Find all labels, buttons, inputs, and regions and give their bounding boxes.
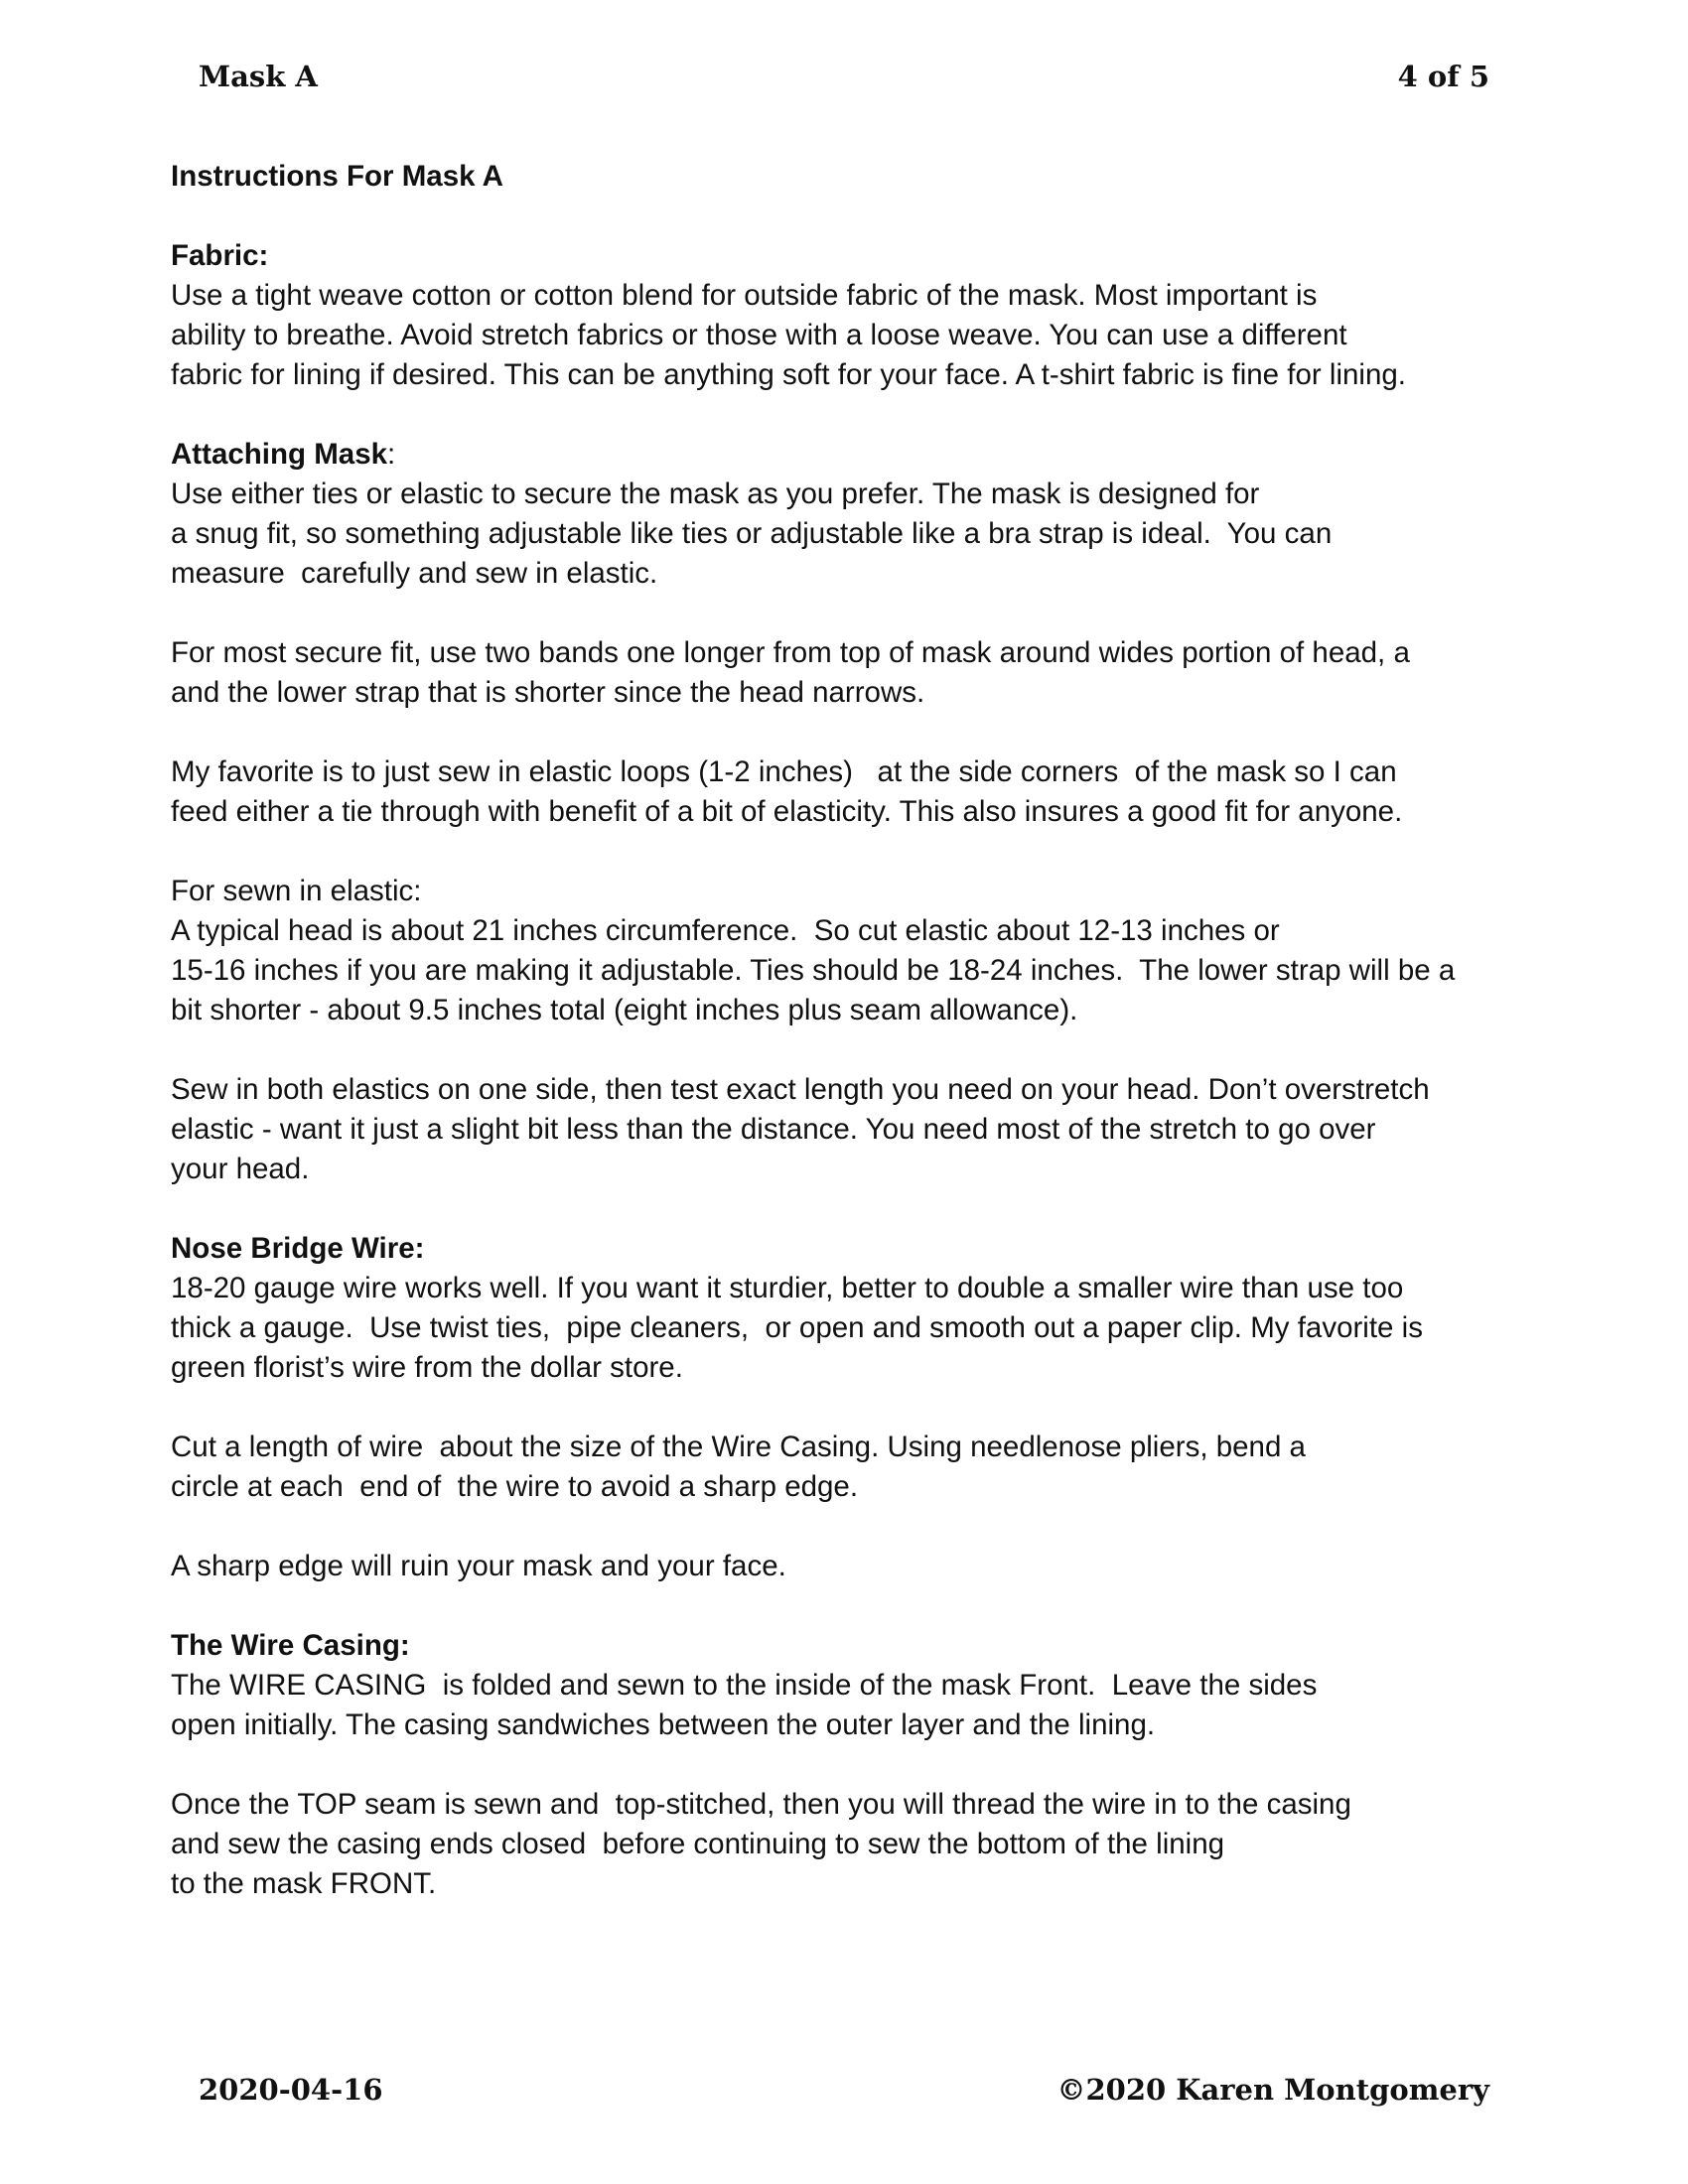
section-heading bbox=[171, 1229, 1521, 1269]
text-line: circle at each end of the wire to avoid a sharp edge. bbox=[171, 1470, 859, 1503]
section-heading-text: The Wire Casing: bbox=[171, 1629, 410, 1662]
text-line: 18-20 gauge wire works well. If you want it sturdier, better to double a smaller wire than use too bbox=[171, 1272, 1404, 1304]
document-short-title: Mask A bbox=[199, 60, 318, 93]
page-header bbox=[199, 60, 1489, 93]
section-heading-text: Nose Bridge Wire: bbox=[171, 1232, 425, 1265]
section-heading bbox=[171, 435, 1521, 475]
section-heading bbox=[171, 1626, 1521, 1666]
paragraph bbox=[171, 633, 1521, 713]
text-line: Once the TOP seam is sewn and top-stitched, then you will thread the wire in to the casing bbox=[171, 1788, 1351, 1821]
text-line: to the mask FRONT. bbox=[171, 1867, 437, 1900]
text-line: feed either a tie through with benefit of a bit of elasticity. This also insures a good fit for anyone. bbox=[171, 795, 1403, 828]
text-line: and the lower strap that is shorter since the head narrows. bbox=[171, 676, 925, 709]
text-line: your head. bbox=[171, 1153, 310, 1185]
section-the-wire-casing bbox=[171, 1626, 1521, 1904]
text-line: green florist’s wire from the dollar store. bbox=[171, 1351, 683, 1384]
paragraph bbox=[171, 1269, 1521, 1388]
page-footer bbox=[199, 2073, 1489, 2107]
text-line: A sharp edge will ruin your mask and your face. bbox=[171, 1550, 786, 1582]
text-line: elastic - want it just a slight bit less than the distance. You need most of the stretch to go over bbox=[171, 1113, 1376, 1146]
section-fabric bbox=[171, 236, 1521, 395]
text-line: Cut a length of wire about the size of the Wire Casing. Using needlenose pliers, bend a bbox=[171, 1431, 1306, 1463]
document-body bbox=[171, 157, 1521, 1944]
section-heading-text: Fabric: bbox=[171, 239, 269, 272]
paragraph bbox=[171, 1428, 1521, 1507]
section-heading-suffix: : bbox=[387, 438, 396, 471]
page-title: Instructions For Mask A bbox=[171, 160, 503, 193]
section-attaching-mask bbox=[171, 435, 1521, 1189]
text-line: The WIRE CASING is folded and sewn to the inside of the mask Front. Leave the sides bbox=[171, 1669, 1318, 1702]
paragraph bbox=[171, 475, 1521, 594]
text-line: For sewn in elastic: bbox=[171, 875, 422, 907]
paragraph bbox=[171, 752, 1521, 832]
paragraph bbox=[171, 1666, 1521, 1745]
text-line: fabric for lining if desired. This can be anything soft for your face. A t-shirt fabric is fine for lining. bbox=[171, 358, 1406, 391]
text-line: Sew in both elastics on one side, then test exact length you need on your head. Don’t overstretch bbox=[171, 1073, 1430, 1106]
text-line: Use a tight weave cotton or cotton blend for outside fabric of the mask. Most important is bbox=[171, 279, 1318, 312]
paragraph bbox=[171, 1785, 1521, 1904]
paragraph bbox=[171, 872, 1521, 1030]
section-heading-text: Attaching Mask bbox=[171, 438, 388, 471]
footer-date: 2020-04-16 bbox=[199, 2073, 383, 2107]
text-line: bit shorter - about 9.5 inches total (eight inches plus seam allowance). bbox=[171, 994, 1078, 1026]
footer-copyright: ©2020 Karen Montgomery bbox=[1056, 2073, 1489, 2107]
text-line: My favorite is to just sew in elastic loops (1-2 inches) at the side corners of the mask so I can bbox=[171, 755, 1397, 788]
text-line: A typical head is about 21 inches circumference. So cut elastic about 12-13 inches or bbox=[171, 914, 1280, 947]
section-heading bbox=[171, 236, 1521, 276]
text-line: a snug fit, so something adjustable like ties or adjustable like a bra strap is ideal. You can bbox=[171, 517, 1333, 550]
text-line: and sew the casing ends closed before continuing to sew the bottom of the lining bbox=[171, 1828, 1225, 1860]
sections-container bbox=[171, 236, 1521, 1904]
text-line: measure carefully and sew in elastic. bbox=[171, 557, 658, 590]
text-line: ability to breathe. Avoid stretch fabrics or those with a loose weave. You can use a different bbox=[171, 319, 1347, 351]
paragraph bbox=[171, 1547, 1521, 1586]
text-line: 15-16 inches if you are making it adjustable. Ties should be 18-24 inches. The lower strap will be a bbox=[171, 954, 1456, 987]
text-line: open initially. The casing sandwiches between the outer layer and the lining. bbox=[171, 1708, 1156, 1741]
paragraph bbox=[171, 276, 1521, 395]
text-line: Use either ties or elastic to secure the mask as you prefer. The mask is designed for bbox=[171, 478, 1260, 510]
paragraph bbox=[171, 1070, 1521, 1189]
section-nose-bridge-wire bbox=[171, 1229, 1521, 1586]
text-line: For most secure fit, use two bands one longer from top of mask around wides portion of head, a bbox=[171, 636, 1410, 669]
text-line: thick a gauge. Use twist ties, pipe cleaners, or open and smooth out a paper clip. My favorite is bbox=[171, 1311, 1423, 1344]
page-number: 4 of 5 bbox=[1397, 60, 1489, 93]
